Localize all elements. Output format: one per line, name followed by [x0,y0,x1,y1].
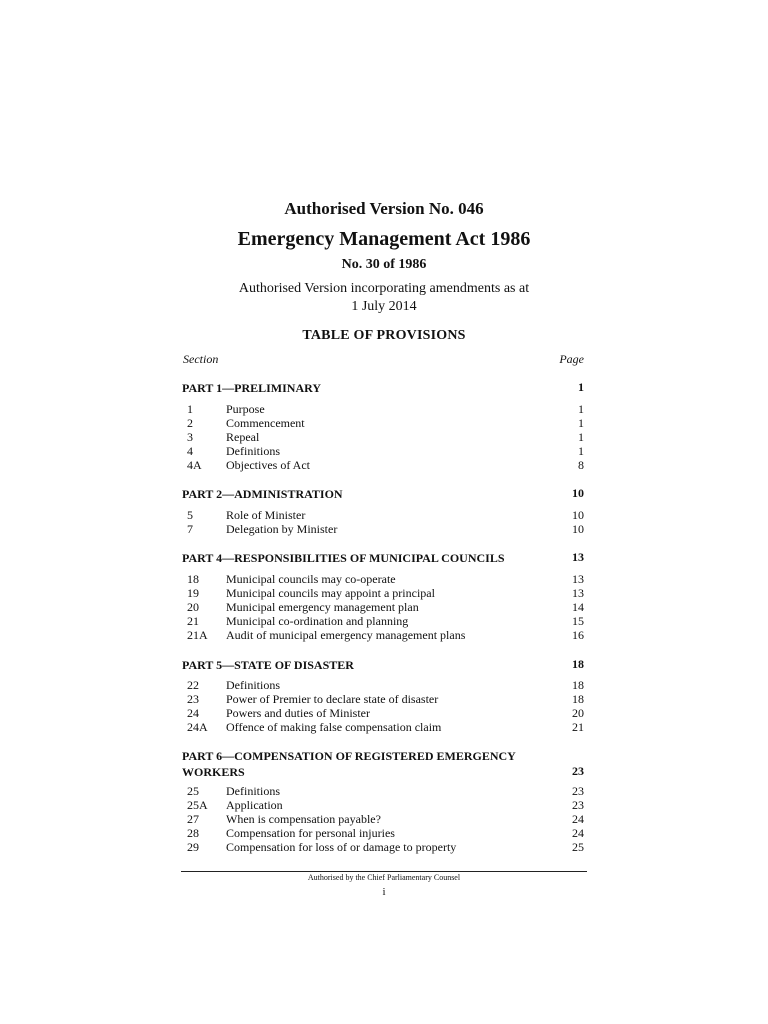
provision-title: Offence of making false compensation claim [226,720,442,734]
provision-row [0,572,768,586]
section-number: 28 [187,826,199,840]
provision-title: Repeal [226,430,260,444]
provision-page-number: 25 [572,840,584,854]
section-number: 21 [187,614,199,628]
provision-title: Definitions [226,444,280,458]
provision-row [0,600,768,614]
provision-title: When is compensation payable? [226,812,381,826]
provision-title: Municipal councils may appoint a principal [226,586,435,600]
section-number: 1 [187,402,193,416]
provision-page-number: 10 [572,522,584,536]
provision-page-number: 10 [572,508,584,522]
part-heading-line: PART 2—ADMINISTRATION [182,487,343,501]
footer-authorised-by: Authorised by the Chief Parliamentary Counsel [307,873,461,882]
part-heading-line: PART 5—STATE OF DISASTER [182,658,354,672]
provision-row [0,812,768,826]
part-page-number: 23 [572,764,584,778]
provision-row [0,458,768,472]
provision-row [0,430,768,444]
provision-title: Purpose [226,402,265,416]
provision-page-number: 21 [572,720,584,734]
provision-page-number: 20 [572,706,584,720]
part-page-number: 18 [572,657,584,671]
provision-title: Audit of municipal emergency management plans [226,628,466,642]
provision-row [0,444,768,458]
section-number: 7 [187,522,193,536]
provision-row [0,720,768,734]
provision-page-number: 16 [572,628,584,642]
section-number: 4 [187,444,193,458]
provision-page-number: 15 [572,614,584,628]
provision-page-number: 1 [578,402,584,416]
provision-page-number: 24 [572,812,584,826]
page-column-header: Page [559,352,584,366]
authorised-version-line: Authorised Version No. 046 [284,199,484,218]
provision-title: Compensation for personal injuries [226,826,395,840]
section-number: 18 [187,572,199,586]
provision-title: Municipal councils may co-operate [226,572,396,586]
part-heading [182,550,542,566]
provision-title: Compensation for loss of or damage to property [226,840,457,854]
section-number: 21A [187,628,208,642]
provision-row [0,692,768,706]
section-number: 2 [187,416,193,430]
part-page-number: 10 [572,486,584,500]
provision-row [0,706,768,720]
section-number: 19 [187,586,199,600]
provision-title: Municipal emergency management plan [226,600,419,614]
provision-row [0,586,768,600]
provision-page-number: 23 [572,784,584,798]
provision-page-number: 14 [572,600,584,614]
provision-row [0,628,768,642]
provision-title: Power of Premier to declare state of disaster [226,692,439,706]
provision-row [0,784,768,798]
incorporating-line-1: Authorised Version incorporating amendments as at [238,281,530,296]
provision-row [0,840,768,854]
section-number: 27 [187,812,199,826]
section-number: 25A [187,798,208,812]
incorporating-amendments-text [0,280,768,316]
part-heading [182,657,542,673]
provision-title: Objectives of Act [226,458,310,472]
provision-page-number: 18 [572,692,584,706]
section-number: 22 [187,678,199,692]
provision-title: Application [226,798,283,812]
provision-page-number: 1 [578,444,584,458]
provision-row [0,416,768,430]
provision-page-number: 1 [578,416,584,430]
part-heading [182,486,542,502]
section-number: 24 [187,706,199,720]
provision-row [0,402,768,416]
provision-title: Role of Minister [226,508,306,522]
part-heading [182,380,542,396]
provision-title: Municipal co-ordination and planning [226,614,409,628]
provision-title: Powers and duties of Minister [226,706,370,720]
provision-title: Definitions [226,784,280,798]
section-number: 5 [187,508,193,522]
provision-page-number: 1 [578,430,584,444]
provision-row [0,678,768,692]
provision-title: Commencement [226,416,305,430]
provision-row [0,798,768,812]
part-heading [182,748,542,780]
provision-page-number: 13 [572,586,584,600]
provision-title: Delegation by Minister [226,522,338,536]
section-number: 20 [187,600,199,614]
provision-row [0,508,768,522]
provision-row [0,614,768,628]
provision-row [0,826,768,840]
toc-heading: TABLE OF PROVISIONS [302,328,466,343]
incorporating-date: 1 July 2014 [351,299,417,314]
section-number: 24A [187,720,208,734]
section-number: 4A [187,458,202,472]
section-number: 25 [187,784,199,798]
provision-title: Definitions [226,678,280,692]
section-number: 29 [187,840,199,854]
page-number: i [382,886,386,898]
provision-page-number: 18 [572,678,584,692]
provision-page-number: 13 [572,572,584,586]
section-number: 23 [187,692,199,706]
act-number: No. 30 of 1986 [341,257,427,272]
part-heading-line: PART 4—RESPONSIBILITIES OF MUNICIPAL COUNCILS [182,551,505,565]
section-number: 3 [187,430,193,444]
provision-page-number: 23 [572,798,584,812]
part-heading-line: PART 1—PRELIMINARY [182,381,322,395]
provision-row [0,522,768,536]
provision-page-number: 8 [578,458,584,472]
act-title: Emergency Management Act 1986 [237,228,531,250]
part-page-number: 1 [578,380,584,394]
part-heading-line: WORKERS [182,765,245,779]
part-page-number: 13 [572,550,584,564]
section-column-header: Section [183,352,219,366]
part-heading-line: PART 6—COMPENSATION OF REGISTERED EMERGENCY [182,749,516,763]
provision-page-number: 24 [572,826,584,840]
footer-divider [181,871,587,872]
